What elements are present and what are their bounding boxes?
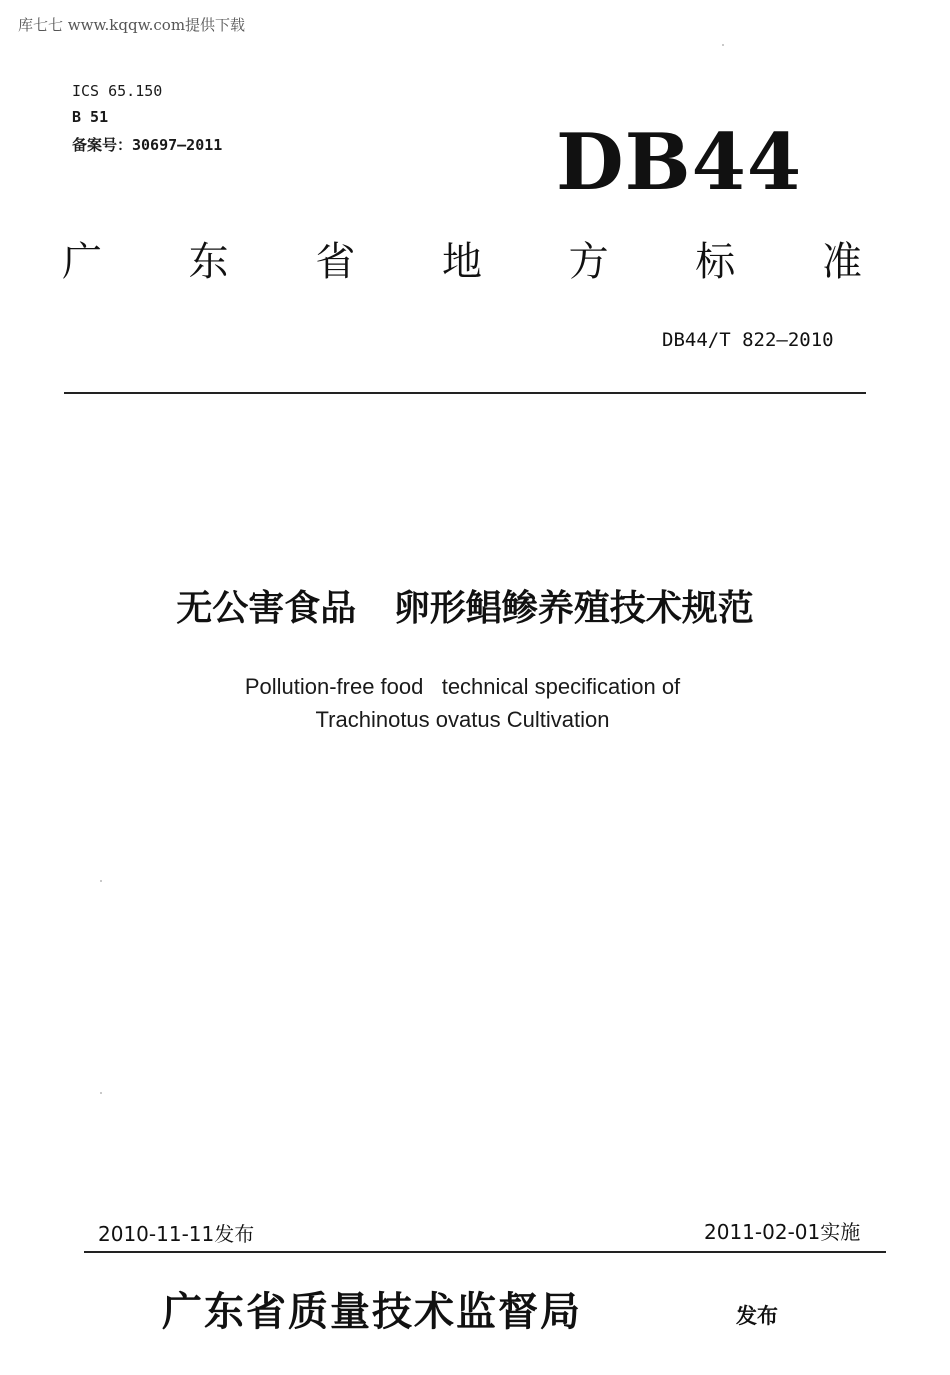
- scan-speck: [100, 1092, 102, 1094]
- document-title-chinese: 无公害食品 卵形鲳鲹养殖技术规范: [176, 588, 754, 629]
- category-code: B 51: [72, 108, 109, 126]
- standard-type-char: 广: [62, 239, 102, 285]
- footer-divider: [84, 1251, 886, 1253]
- watermark-text: 库七七 www.kqqw.com提供下载: [18, 16, 246, 34]
- standard-type-char: 方: [568, 239, 609, 285]
- standard-number: DB44/T 822—2010: [662, 329, 834, 351]
- header-divider: [64, 392, 866, 394]
- ics-code: ICS 65.150: [72, 82, 163, 100]
- standard-type-char: 东: [188, 239, 229, 285]
- scan-speck: [100, 880, 102, 882]
- issue-date: 2010-11-11发布: [98, 1222, 255, 1246]
- standard-type-char: 地: [441, 239, 482, 285]
- standard-type-char: 标: [695, 239, 736, 285]
- document-title-english-line1: Pollution-free food technical specification of: [244, 674, 681, 699]
- standard-type-char: 省: [315, 239, 356, 285]
- scan-speck: [722, 44, 724, 46]
- db44-logo: DB44: [556, 117, 803, 208]
- issuing-authority: 广东省质量技术监督局: [162, 1288, 582, 1335]
- standard-type-heading: [62, 234, 862, 290]
- document-title-english-line2: Trachinotus ovatus Cultivation: [315, 707, 610, 732]
- issuing-label: 发布: [736, 1304, 778, 1328]
- filing-number: 备案号：30697—2011: [72, 136, 223, 154]
- implementation-date: 2011-02-01实施: [704, 1220, 861, 1244]
- standard-type-char: 准: [821, 239, 862, 285]
